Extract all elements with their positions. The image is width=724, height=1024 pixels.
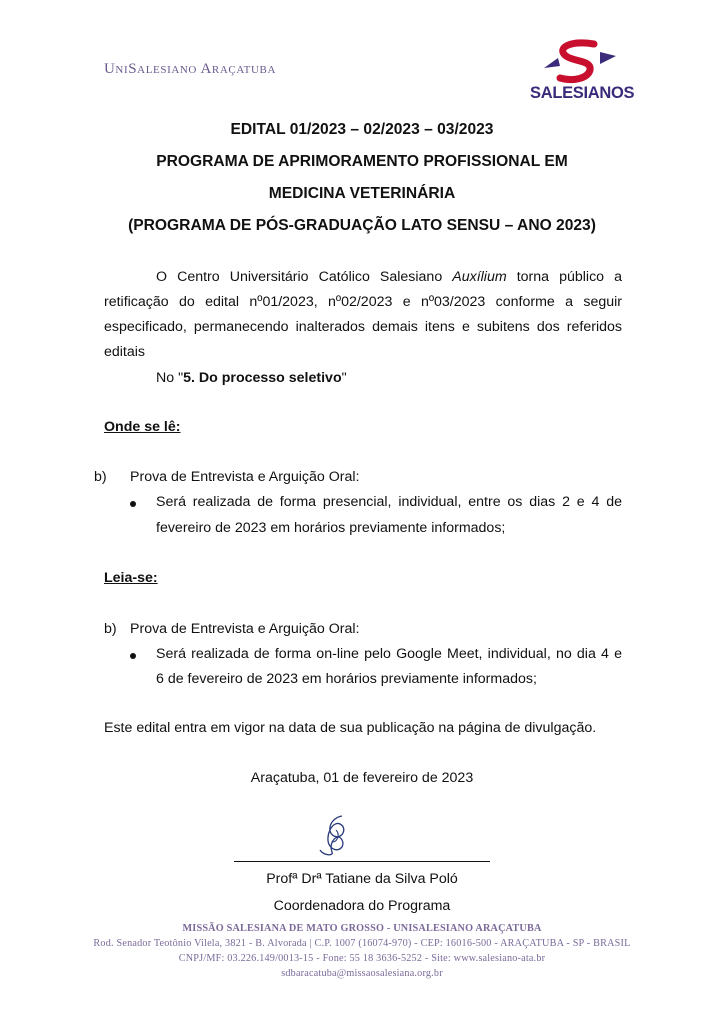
intro-italic: Auxílium bbox=[452, 269, 507, 285]
salesianos-logo bbox=[530, 38, 635, 108]
signer-role: Coordenadora do Programa bbox=[273, 898, 451, 914]
institution-name: UniSalesiano Araçatuba bbox=[104, 61, 277, 77]
footer-email: sdbaracatuba@missaosalesiana.org.br bbox=[281, 968, 443, 979]
place-date: Araçatuba, 01 de fevereiro de 2023 bbox=[250, 770, 474, 786]
section-suffix: " bbox=[341, 370, 347, 386]
onde-se-le-heading: Onde se lê: bbox=[104, 419, 181, 435]
bullet-icon bbox=[130, 653, 136, 659]
signer-name: Profª Drª Tatiane da Silva Poló bbox=[266, 871, 458, 887]
footer-contact: CNPJ/MF: 03.226.149/0013-15 - Fone: 55 18 3636-5252 - Site: www.salesiano-ata.br bbox=[178, 953, 546, 964]
program-title-line2: MEDICINA VETERINÁRIA bbox=[268, 185, 456, 202]
section-reference bbox=[156, 370, 347, 386]
intro-paragraph bbox=[104, 265, 622, 365]
bullet-icon bbox=[130, 501, 136, 507]
section-prefix: No " bbox=[156, 370, 184, 386]
program-title-line3: (PROGRAMA DE PÓS-GRADUAÇÃO LATO SENSU – ANO 2023) bbox=[128, 217, 596, 234]
footer-address: Rod. Senador Teotônio Vilela, 3821 - B. Alvorada | C.P. 1007 (16074-970) - CEP: 16016-500 - ARAÇATUBA - SP - BRASIL bbox=[93, 938, 631, 949]
leia-bullet-line1: Será realizada de forma on-line pelo Google Meet, individual, no dia 4 e bbox=[156, 646, 622, 662]
salesianos-s-icon bbox=[530, 38, 630, 86]
onde-bullet-line2: fevereiro de 2023 em horários previamente informados; bbox=[156, 520, 506, 536]
onde-item-title: Prova de Entrevista e Arguição Oral: bbox=[130, 469, 360, 485]
logo-text: SALESIANOS bbox=[530, 84, 635, 102]
signature-line bbox=[234, 861, 490, 862]
section-name: 5. Do processo seletivo bbox=[183, 370, 342, 386]
onde-bullet-line1: Será realizada de forma presencial, individual, entre os dias 2 e 4 de bbox=[156, 494, 622, 510]
leia-item-title: Prova de Entrevista e Arguição Oral: bbox=[130, 621, 360, 637]
handwritten-signature bbox=[312, 812, 360, 860]
onde-item-letter: b) bbox=[94, 469, 107, 485]
leia-se-heading: Leia-se: bbox=[104, 570, 158, 586]
closing-statement: Este edital entra em vigor na data de sua publicação na página de divulgação. bbox=[104, 720, 597, 736]
edital-title: EDITAL 01/2023 – 02/2023 – 03/2023 bbox=[230, 121, 494, 138]
intro-text: O Centro Universitário Católico Salesiano bbox=[156, 269, 453, 285]
leia-item-letter: b) bbox=[104, 621, 117, 637]
program-title-line1: PROGRAMA DE APRIMORAMENTO PROFISSIONAL EM bbox=[156, 153, 568, 170]
footer-organization: MISSÃO SALESIANA DE MATO GROSSO - UNISALESIANO ARAÇATUBA bbox=[182, 923, 542, 934]
leia-bullet-line2: 6 de fevereiro de 2023 em horários previamente informados; bbox=[156, 671, 537, 687]
intro-text-rest: torna público a retificação do edital nº01/2023, nº02/2023 e nº03/2023 conforme a seguir especificado, permanecendo inalterados demais itens e subitens dos referidos editais bbox=[104, 269, 622, 360]
